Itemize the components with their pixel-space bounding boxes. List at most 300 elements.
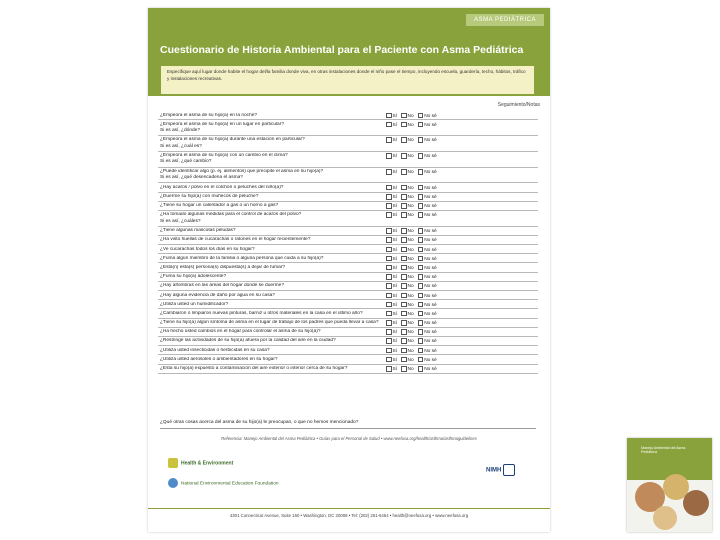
question-row: [158, 282, 538, 291]
checkbox[interactable]: [401, 203, 407, 209]
answer-options: [386, 256, 441, 263]
answer-option[interactable]: [418, 357, 437, 364]
question-text: [160, 256, 382, 262]
category-tab: ASMA PEDIÁTRICA: [466, 14, 544, 26]
checkbox[interactable]: [386, 113, 392, 119]
answer-option[interactable]: [401, 153, 414, 160]
answer-options: [386, 137, 441, 144]
answer-option[interactable]: [401, 357, 414, 364]
option-label: No: [407, 321, 414, 327]
checkbox[interactable]: [401, 228, 407, 234]
option-label: No: [407, 311, 414, 317]
checkbox[interactable]: [401, 357, 407, 363]
answer-option[interactable]: [386, 293, 397, 300]
answer-options: [386, 194, 441, 201]
option-label: No sé: [424, 138, 437, 144]
answer-option[interactable]: [401, 185, 414, 192]
answer-option[interactable]: [386, 329, 397, 336]
option-label: No: [407, 284, 414, 290]
answer-options: [386, 113, 441, 120]
checkbox[interactable]: [418, 203, 424, 209]
checkbox[interactable]: [401, 348, 407, 354]
question-text: [160, 311, 382, 317]
question-followup: Si es así, ¿qué cambio?: [160, 159, 212, 165]
question-label: ¿Fuma su hijo(a) adolescente?: [160, 274, 227, 280]
checkbox[interactable]: [418, 194, 424, 200]
answer-options: [386, 228, 441, 235]
answer-option[interactable]: [418, 137, 437, 144]
question-row: [158, 183, 538, 192]
question-text: [160, 113, 382, 119]
checkbox[interactable]: [418, 357, 424, 363]
checkbox[interactable]: [418, 122, 424, 128]
checkbox[interactable]: [401, 265, 407, 271]
checkbox[interactable]: [386, 338, 392, 344]
answer-option[interactable]: [386, 212, 397, 219]
option-label: Sí: [392, 170, 398, 176]
checkbox[interactable]: [386, 320, 392, 326]
question-row: [158, 236, 538, 245]
answer-option[interactable]: [401, 274, 414, 281]
question-row: [158, 309, 538, 318]
option-label: No sé: [424, 229, 437, 235]
checkbox[interactable]: [418, 153, 424, 159]
answer-options: [386, 311, 441, 318]
checkbox[interactable]: [386, 357, 392, 363]
checkbox[interactable]: [418, 185, 424, 191]
option-label: Sí: [392, 195, 398, 201]
answer-option[interactable]: [418, 274, 437, 281]
checkbox[interactable]: [418, 265, 424, 271]
checkbox[interactable]: [418, 212, 424, 218]
checkbox[interactable]: [386, 348, 392, 354]
option-label: No: [407, 170, 414, 176]
question-row: [158, 328, 538, 337]
answer-option[interactable]: [401, 137, 414, 144]
checkbox[interactable]: [418, 283, 424, 289]
option-label: No sé: [424, 311, 437, 317]
option-label: No sé: [424, 357, 437, 363]
option-label: No: [407, 293, 414, 299]
checkbox[interactable]: [386, 302, 392, 308]
answer-options: [386, 366, 441, 373]
answer-option[interactable]: [386, 203, 397, 210]
option-label: No sé: [424, 275, 437, 281]
question-text: [160, 283, 382, 289]
answer-option[interactable]: [401, 113, 414, 120]
option-label: Sí: [392, 238, 398, 244]
question-text: [160, 237, 382, 243]
question-text: [160, 274, 382, 280]
answer-option[interactable]: [418, 153, 437, 160]
question-label: ¿Puede identificar algo (p. ej. alimentos) que precipite el asma en su hijo(a)?: [160, 169, 324, 175]
question-label: ¿Empeora el asma de su hijo(a) durante una estación en particular?: [160, 137, 305, 143]
question-row: [158, 152, 538, 168]
option-label: No: [407, 195, 414, 201]
option-label: No: [407, 229, 414, 235]
answer-option[interactable]: [418, 329, 437, 336]
question-list: [158, 111, 538, 374]
option-label: Sí: [392, 284, 398, 290]
option-label: No sé: [424, 339, 437, 345]
checkbox[interactable]: [418, 237, 424, 243]
checkbox[interactable]: [401, 302, 407, 308]
answer-option[interactable]: [386, 302, 397, 309]
checkbox[interactable]: [401, 366, 407, 372]
caduceus-icon: [503, 464, 515, 476]
option-label: No sé: [424, 113, 437, 119]
question-text: [160, 348, 382, 354]
answer-options: [386, 122, 441, 129]
answer-option[interactable]: [386, 357, 397, 364]
answer-option[interactable]: [401, 320, 414, 327]
question-row: [158, 193, 538, 202]
checkbox[interactable]: [418, 366, 424, 372]
answer-option[interactable]: [386, 137, 397, 144]
answer-options: [386, 185, 441, 192]
question-label: ¿Utiliza usted insecticidas o herbicidas en su casa?: [160, 347, 270, 353]
option-label: No sé: [424, 238, 437, 244]
option-label: No sé: [424, 170, 437, 176]
answer-option[interactable]: [418, 320, 437, 327]
option-label: Sí: [392, 154, 398, 160]
question-row: [158, 346, 538, 355]
checkbox[interactable]: [401, 274, 407, 280]
answer-option[interactable]: [386, 274, 397, 281]
answer-options: [386, 283, 441, 290]
option-label: No sé: [424, 367, 437, 373]
question-followup: Si es así, ¿cuáles?: [160, 218, 201, 224]
question-text: [160, 153, 382, 165]
checkbox[interactable]: [386, 274, 392, 280]
question-row: [158, 273, 538, 282]
answer-option[interactable]: [386, 247, 397, 254]
answer-option[interactable]: [386, 194, 397, 201]
option-label: Sí: [392, 348, 398, 354]
option-label: No: [407, 302, 414, 308]
answer-option[interactable]: [386, 113, 397, 120]
answer-options: [386, 153, 441, 160]
document-title: Cuestionario de Historia Ambiental para el Paciente con Asma Pediátrica: [160, 44, 524, 56]
checkbox[interactable]: [386, 228, 392, 234]
question-text: [160, 302, 382, 308]
option-label: Sí: [392, 185, 398, 191]
option-label: No: [407, 339, 414, 345]
neef-logo: National Environmental Education Foundation: [168, 478, 279, 488]
answer-option[interactable]: [401, 194, 414, 201]
answer-option[interactable]: [401, 293, 414, 300]
answer-option[interactable]: [386, 122, 397, 129]
question-text: [160, 212, 382, 224]
answer-option[interactable]: [418, 113, 437, 120]
answer-option[interactable]: [418, 265, 437, 272]
option-label: No sé: [424, 293, 437, 299]
answer-options: [386, 169, 441, 176]
question-text: [160, 194, 382, 200]
question-label: ¿Está(n) esta(s) persona(s) dispuesta(s) a dejar de fumar?: [160, 264, 286, 270]
option-label: No: [407, 330, 414, 336]
answer-option[interactable]: [418, 169, 437, 176]
question-text: [160, 329, 382, 335]
document-page: [148, 8, 550, 532]
answer-option[interactable]: [386, 320, 397, 327]
checkbox[interactable]: [386, 194, 392, 200]
option-label: Sí: [392, 213, 398, 219]
open-question: ¿Qué otras cosas acerca del asma de su hijo(a) le preocupan, o que no hemos mencionado?: [160, 420, 359, 425]
answer-option[interactable]: [401, 302, 414, 309]
checkbox[interactable]: [401, 283, 407, 289]
question-text: [160, 185, 382, 191]
answer-option[interactable]: [401, 247, 414, 254]
option-label: No sé: [424, 185, 437, 191]
checkbox[interactable]: [386, 293, 392, 299]
checkbox[interactable]: [386, 366, 392, 372]
answer-option[interactable]: [418, 348, 437, 355]
checkbox[interactable]: [401, 113, 407, 119]
checkbox[interactable]: [418, 293, 424, 299]
question-row: [158, 211, 538, 227]
checkbox[interactable]: [418, 338, 424, 344]
option-label: Sí: [392, 256, 398, 262]
logo-area: [168, 456, 538, 506]
question-text: [160, 320, 382, 326]
question-row: [158, 168, 538, 184]
option-label: No: [407, 154, 414, 160]
answer-option[interactable]: [386, 311, 397, 318]
option-label: No: [407, 122, 414, 128]
option-label: Sí: [392, 204, 398, 210]
option-label: No sé: [424, 348, 437, 354]
answer-options: [386, 320, 441, 327]
photo-child-4: [653, 506, 677, 530]
answer-option[interactable]: [401, 348, 414, 355]
checkbox[interactable]: [418, 302, 424, 308]
checkbox[interactable]: [386, 203, 392, 209]
answer-option[interactable]: [418, 256, 437, 263]
checkbox[interactable]: [401, 153, 407, 159]
option-label: No: [407, 213, 414, 219]
checkbox[interactable]: [401, 169, 407, 175]
answer-option[interactable]: [386, 169, 397, 176]
option-label: No: [407, 367, 414, 373]
checkbox[interactable]: [418, 256, 424, 262]
answer-option[interactable]: [401, 265, 414, 272]
checkbox[interactable]: [418, 113, 424, 119]
option-label: Sí: [392, 330, 398, 336]
answer-options: [386, 237, 441, 244]
checkbox[interactable]: [401, 212, 407, 218]
question-row: [158, 202, 538, 211]
option-label: Sí: [392, 339, 398, 345]
checkbox[interactable]: [386, 122, 392, 128]
answer-option[interactable]: [418, 237, 437, 244]
checkbox[interactable]: [418, 247, 424, 253]
checkbox[interactable]: [401, 137, 407, 143]
checkbox[interactable]: [401, 237, 407, 243]
option-label: No: [407, 138, 414, 144]
option-label: No: [407, 238, 414, 244]
checkbox[interactable]: [386, 265, 392, 271]
checkbox[interactable]: [418, 228, 424, 234]
question-row: [158, 291, 538, 300]
answer-options: [386, 247, 441, 254]
answer-option[interactable]: [418, 212, 437, 219]
option-label: No: [407, 113, 414, 119]
checkbox[interactable]: [386, 212, 392, 218]
answer-options: [386, 293, 441, 300]
checkbox[interactable]: [401, 122, 407, 128]
question-label: ¿Empeora el asma de su hijo(a) con un cambio en el clima?: [160, 153, 288, 159]
answer-option[interactable]: [418, 338, 437, 345]
option-label: No: [407, 204, 414, 210]
answer-option[interactable]: [386, 283, 397, 290]
checkbox[interactable]: [401, 194, 407, 200]
option-label: No sé: [424, 122, 437, 128]
option-label: No sé: [424, 247, 437, 253]
answer-option[interactable]: [418, 293, 437, 300]
answer-option[interactable]: [401, 283, 414, 290]
question-label: ¿Hay alguna evidencia de daño por agua en su casa?: [160, 292, 275, 298]
answer-option[interactable]: [418, 194, 437, 201]
question-label: ¿Duerme su hijo(a) con muñecos de peluche?: [160, 194, 259, 200]
checkbox[interactable]: [418, 137, 424, 143]
answer-option[interactable]: [386, 256, 397, 263]
question-text: [160, 357, 382, 363]
answer-option[interactable]: [418, 203, 437, 210]
checkbox[interactable]: [386, 237, 392, 243]
question-label: ¿Ha tomado algunas medidas para el control de ácaros del polvo?: [160, 212, 302, 218]
question-row: [158, 263, 538, 272]
checkbox[interactable]: [418, 169, 424, 175]
option-label: Sí: [392, 122, 398, 128]
thumbnail-header: [627, 438, 712, 480]
option-label: Sí: [392, 229, 398, 235]
option-label: Sí: [392, 321, 398, 327]
answer-option[interactable]: [386, 237, 397, 244]
answer-option[interactable]: [386, 265, 397, 272]
option-label: No: [407, 266, 414, 271]
question-label: ¿Tiene algunas mascotas peludas?: [160, 228, 236, 234]
question-text: [160, 338, 382, 344]
question-row: [158, 120, 538, 136]
checkbox[interactable]: [386, 256, 392, 262]
option-label: Sí: [392, 113, 398, 119]
answer-options: [386, 203, 441, 210]
answer-option[interactable]: [401, 329, 414, 336]
checkbox[interactable]: [401, 293, 407, 299]
checkbox[interactable]: [386, 329, 392, 335]
question-label: ¿Cambiaron o limpiaron nuevas pinturas, barniz u otros materiales en la casa en el último año?: [160, 310, 363, 316]
answer-option[interactable]: [418, 185, 437, 192]
checkbox[interactable]: [386, 153, 392, 159]
question-followup: Si es así, ¿dónde?: [160, 127, 200, 133]
question-text: [160, 247, 382, 253]
option-label: Sí: [392, 247, 398, 253]
checkbox[interactable]: [401, 338, 407, 344]
question-text: [160, 265, 382, 271]
answer-option[interactable]: [386, 348, 397, 355]
answer-option[interactable]: [401, 237, 414, 244]
question-label: ¿Hay alfombras en las áreas del hogar donde se duerme?: [160, 283, 284, 289]
question-label: ¿Empeora el asma de su hijo(a) en un lugar en particular?: [160, 121, 284, 127]
option-label: No: [407, 185, 414, 191]
checkbox[interactable]: [386, 283, 392, 289]
question-label: ¿Fuma algún miembro de la familia o alguna persona que cuida a su hijo(a)?: [160, 255, 324, 261]
checkbox[interactable]: [418, 348, 424, 354]
answer-option[interactable]: [401, 203, 414, 210]
answer-option[interactable]: [401, 366, 414, 373]
answer-option[interactable]: [386, 228, 397, 235]
question-label: ¿Utiliza usted aerosoles o ambientadores en su hogar?: [160, 356, 278, 362]
checkbox[interactable]: [401, 256, 407, 262]
answer-option[interactable]: [401, 212, 414, 219]
checkbox[interactable]: [418, 274, 424, 280]
checkbox[interactable]: [386, 311, 392, 317]
answer-option[interactable]: [401, 256, 414, 263]
question-text: [160, 122, 382, 134]
answer-option[interactable]: [418, 228, 437, 235]
nimh-logo: NIMH: [486, 464, 518, 476]
answer-option[interactable]: [401, 338, 414, 345]
checkbox[interactable]: [418, 320, 424, 326]
answer-option[interactable]: [386, 153, 397, 160]
answer-option[interactable]: [401, 122, 414, 129]
question-text: [160, 366, 382, 372]
answer-option[interactable]: [418, 247, 437, 254]
answer-option[interactable]: [401, 228, 414, 235]
answer-option[interactable]: [418, 311, 437, 318]
option-label: Sí: [392, 275, 398, 281]
checkbox[interactable]: [401, 329, 407, 335]
answer-option[interactable]: [401, 169, 414, 176]
option-label: Sí: [392, 357, 398, 363]
answer-option[interactable]: [386, 338, 397, 345]
answer-option[interactable]: [401, 311, 414, 318]
checkbox[interactable]: [418, 329, 424, 335]
checkbox[interactable]: [386, 137, 392, 143]
option-label: No sé: [424, 284, 437, 290]
checkbox[interactable]: [401, 247, 407, 253]
question-row: [158, 136, 538, 152]
answer-options: [386, 357, 441, 364]
answer-option[interactable]: [418, 122, 437, 129]
checkbox[interactable]: [401, 185, 407, 191]
question-row: [158, 355, 538, 364]
followup-header: Seguimiento/Notas: [497, 102, 540, 108]
checkbox[interactable]: [386, 185, 392, 191]
brochure-thumbnail: [627, 438, 712, 532]
question-label: ¿Ha visto huellas de cucarachas o ratones en el hogar recientemente?: [160, 237, 311, 243]
checkbox[interactable]: [386, 247, 392, 253]
checkbox[interactable]: [401, 311, 407, 317]
answer-options: [386, 302, 441, 309]
checkbox[interactable]: [418, 311, 424, 317]
option-label: No sé: [424, 302, 437, 308]
question-row: [158, 254, 538, 263]
thumbnail-photos: [627, 480, 712, 532]
checkbox[interactable]: [386, 169, 392, 175]
question-followup: Si es así, ¿cuál es?: [160, 143, 202, 149]
globe-icon: [168, 478, 178, 488]
answer-option[interactable]: [418, 366, 437, 373]
answer-option[interactable]: [418, 302, 437, 309]
checkbox[interactable]: [401, 320, 407, 326]
answer-option[interactable]: [386, 366, 397, 373]
answer-option[interactable]: [418, 283, 437, 290]
question-label: ¿Está su hijo(a) expuesto a contaminación del aire exterior o interior cerca de su hogar?: [160, 366, 348, 372]
option-label: Sí: [392, 302, 398, 308]
answer-option[interactable]: [386, 185, 397, 192]
